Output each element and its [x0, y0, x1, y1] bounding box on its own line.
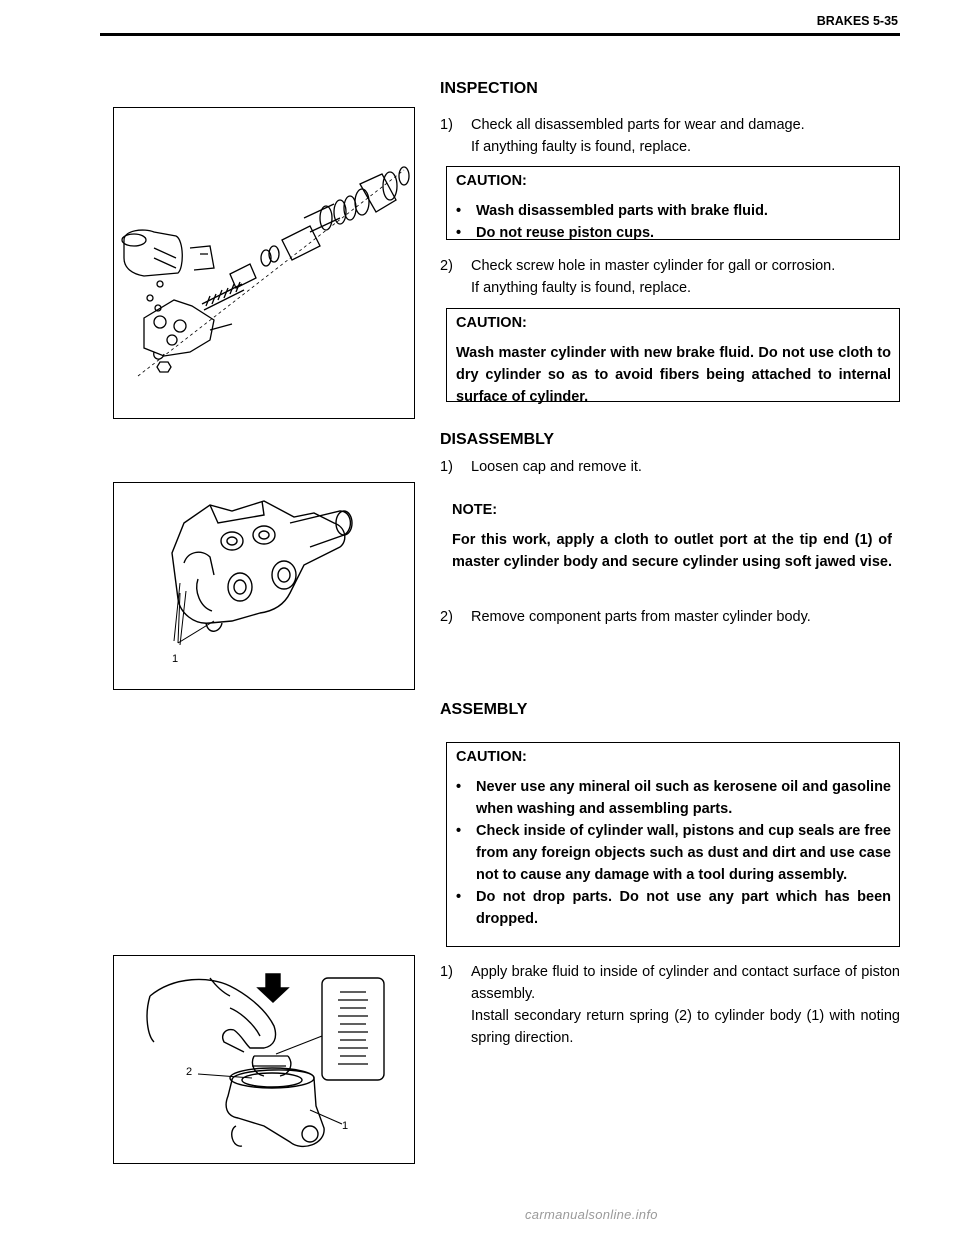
- caution-title: CAUTION:: [456, 749, 527, 765]
- inspection-caution-box-1: [446, 166, 900, 240]
- caution-text: Wash master cylinder with new brake fluid. Do not use cloth to dry cylinder so as to avoid fibers being attached to internal surface of cylinder.: [456, 345, 891, 405]
- step-text: Check screw hole in master cylinder for gall or corrosion.: [471, 258, 836, 274]
- assembly-step-1: [440, 961, 900, 1049]
- disassembly-step-2: [440, 606, 900, 628]
- page-header-label: BRAKES 5-35: [816, 14, 898, 28]
- disassembly-heading: DISASSEMBLY: [440, 431, 555, 448]
- callout-label-2: 2: [186, 1066, 193, 1078]
- step-text: Loosen cap and remove it.: [471, 459, 642, 475]
- note-title: NOTE:: [452, 502, 498, 518]
- step-text: Check all disassembled parts for wear and damage.: [471, 117, 805, 133]
- caution-item: • Do not drop parts. Do not use any part which has been dropped.: [456, 889, 891, 927]
- step-number: 1): [440, 964, 453, 980]
- step-number: 1): [440, 117, 453, 133]
- step-number: 2): [440, 258, 453, 274]
- caution-title: CAUTION:: [456, 315, 527, 331]
- inspection-step-1: [440, 114, 900, 158]
- step-number: 2): [440, 609, 453, 625]
- step-text: Remove component parts from master cylinder body.: [471, 609, 811, 625]
- note-text: For this work, apply a cloth to outlet port at the tip end (1) of master cylinder body and secure cylinder using soft jawed vise.: [452, 532, 892, 570]
- step-text: If anything faulty is found, replace.: [471, 139, 692, 155]
- caution-item: • Check inside of cylinder wall, pistons and cup seals are free from any foreign objects such as dust and dirt and use case not to cause any damage with a tool during assembly.: [456, 823, 891, 883]
- assembly-caution-box: [446, 742, 900, 947]
- caution-title: CAUTION:: [456, 173, 527, 189]
- inspection-caution-box-2: [446, 308, 900, 405]
- caution-item: • Do not reuse piston cups.: [456, 225, 655, 241]
- spring-installation-figure: [113, 955, 415, 1164]
- master-cylinder-body-figure: [113, 482, 415, 690]
- caution-item: • Never use any mineral oil such as kerosene oil and gasoline when washing and assembling parts.: [456, 779, 891, 817]
- exploded-master-cylinder-figure: [113, 107, 415, 419]
- caution-item: • Wash disassembled parts with brake fluid.: [456, 203, 768, 219]
- disassembly-step-1: [440, 456, 900, 478]
- inspection-heading: INSPECTION: [440, 80, 538, 97]
- callout-label-1: 1: [342, 1120, 349, 1132]
- step-text: Install secondary return spring (2) to cylinder body (1) with noting spring direction.: [471, 1008, 900, 1046]
- header-rule: [100, 33, 900, 36]
- watermark-footer: carmanualsonline.info: [525, 1207, 658, 1222]
- callout-label: 1: [172, 653, 179, 665]
- step-text: Apply brake fluid to inside of cylinder and contact surface of piston assembly.: [471, 964, 900, 1002]
- step-text: If anything faulty is found, replace.: [471, 280, 692, 296]
- disassembly-note: [446, 496, 900, 596]
- step-number: 1): [440, 459, 453, 475]
- assembly-heading: ASSEMBLY: [440, 701, 528, 718]
- inspection-step-2: [440, 255, 900, 299]
